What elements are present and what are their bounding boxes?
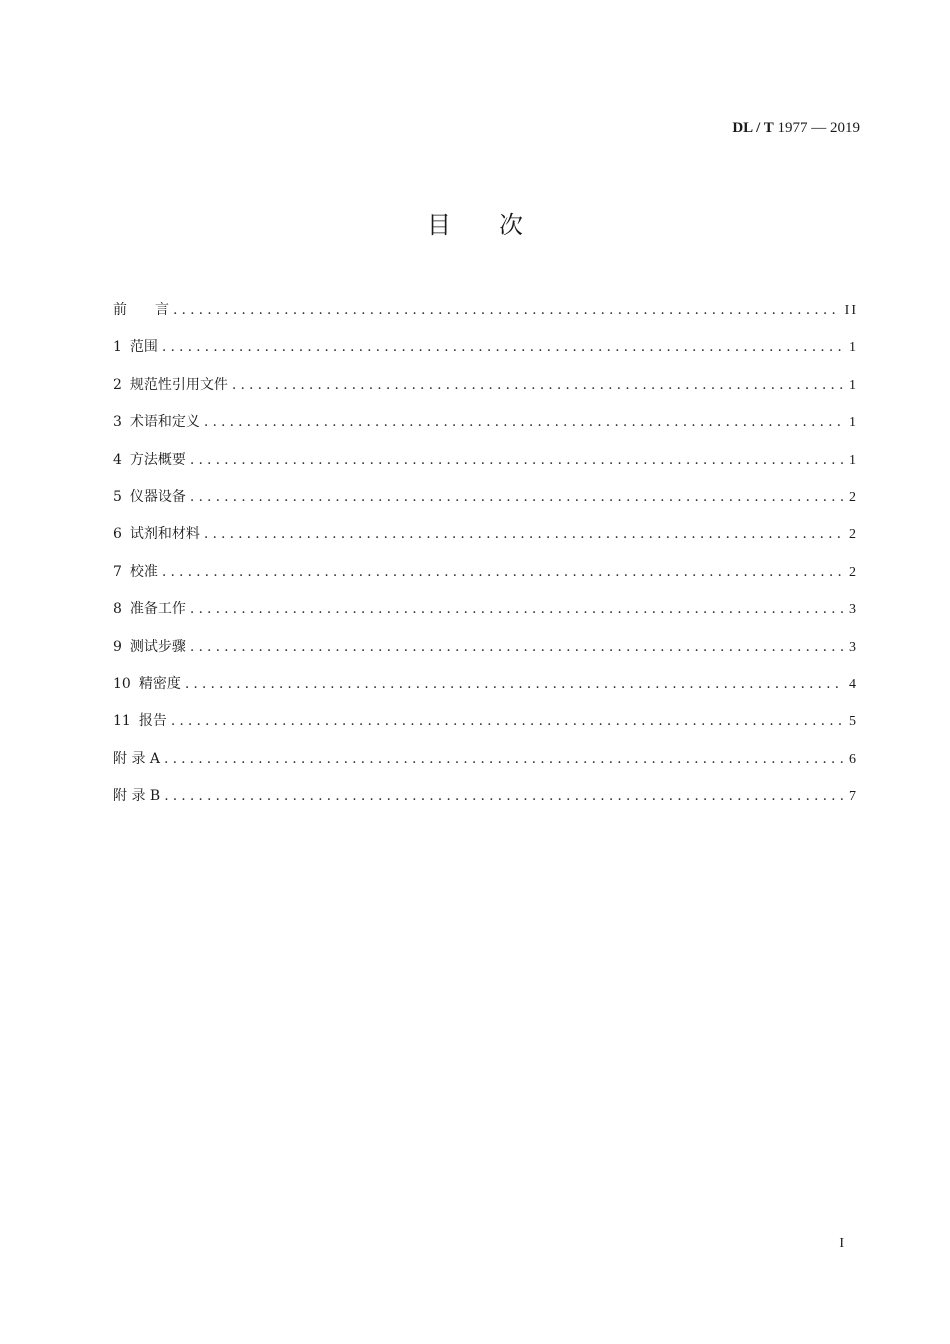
toc-entry-number: 2 <box>113 376 122 393</box>
toc-entry-label: 精密度 <box>138 675 181 692</box>
toc-entry-title <box>113 522 204 546</box>
toc-dot-leader <box>232 373 843 397</box>
toc-entry-page: 2 <box>849 489 858 505</box>
toc-entry-page: 3 <box>849 602 858 618</box>
toc-entry-label: 前 言 <box>113 302 169 318</box>
toc-entry-number: 6 <box>113 526 122 543</box>
toc-entry-label: 方法概要 <box>129 451 186 468</box>
toc-dot-leader <box>190 485 843 509</box>
toc-dot-leader <box>164 784 843 808</box>
toc-dot-leader <box>171 709 843 733</box>
toc-entry-page: 7 <box>849 789 858 805</box>
toc-dot-leader <box>162 560 843 584</box>
toc-entry-page: 6 <box>849 751 858 767</box>
toc-dot-leader <box>204 522 843 546</box>
toc-entry-title <box>113 709 171 733</box>
toc-entry-number: 1 <box>113 339 122 356</box>
toc-entry-label: 准备工作 <box>129 601 186 618</box>
toc-entry-number: 7 <box>113 563 122 580</box>
toc-entry-label: 术语和定义 <box>129 414 200 431</box>
toc-entry-page: 4 <box>849 676 858 692</box>
toc-entry-title <box>113 672 185 696</box>
toc-entry-title <box>113 373 232 397</box>
toc-title: 目次 <box>427 211 571 239</box>
toc-entry-page: 2 <box>849 564 858 580</box>
toc-entry-6[interactable] <box>113 522 858 559</box>
toc-dot-leader <box>164 747 843 771</box>
toc-entry-page: 3 <box>849 639 858 655</box>
toc-dot-leader <box>204 410 843 434</box>
toc-entry-number: 11 <box>113 713 131 730</box>
toc-entry-appendix-b[interactable] <box>113 784 858 821</box>
toc-entry-appendix-a[interactable] <box>113 747 858 784</box>
standard-code-number: 1977 — 2019 <box>777 120 860 136</box>
toc-entry-label: 附 录 B <box>113 788 161 805</box>
toc-entry-label: 范围 <box>129 339 158 356</box>
toc-entry-10[interactable] <box>113 672 858 709</box>
toc-entry-number: 9 <box>113 638 122 655</box>
toc-dot-leader <box>185 672 843 696</box>
toc-entry-title <box>113 560 162 584</box>
toc-entry-label: 规范性引用文件 <box>129 376 228 393</box>
toc-entry-5[interactable] <box>113 485 858 522</box>
toc-entry-3[interactable] <box>113 410 858 447</box>
table-of-contents <box>113 298 858 821</box>
toc-entry-label: 校准 <box>129 563 158 580</box>
toc-entry-number: 3 <box>113 414 122 431</box>
toc-entry-7[interactable] <box>113 560 858 597</box>
toc-entry-page: 1 <box>849 340 858 356</box>
toc-entry-8[interactable] <box>113 597 858 634</box>
toc-dot-leader <box>162 335 843 359</box>
toc-entry-number: 10 <box>113 675 131 692</box>
toc-dot-leader <box>190 597 843 621</box>
toc-entry-page: 1 <box>849 415 858 431</box>
toc-entry-title <box>113 635 190 659</box>
toc-entry-page: 1 <box>849 452 858 468</box>
toc-entry-title <box>113 485 190 509</box>
toc-entry-page: 2 <box>849 527 858 543</box>
page-number: I <box>839 1236 844 1251</box>
toc-entry-4[interactable] <box>113 448 858 485</box>
standard-code <box>732 120 860 137</box>
toc-dot-leader <box>190 635 843 659</box>
toc-entry-label: 仪器设备 <box>129 488 186 505</box>
toc-entry-1[interactable] <box>113 335 858 372</box>
toc-entry-2[interactable] <box>113 373 858 410</box>
toc-entry-title <box>113 335 162 359</box>
toc-entry-number: 8 <box>113 601 122 618</box>
toc-entry-title <box>113 597 190 621</box>
toc-dot-leader <box>173 298 839 322</box>
toc-entry-foreword[interactable] <box>113 298 858 335</box>
toc-entry-title <box>113 410 204 434</box>
toc-entry-label: 附 录 A <box>113 750 161 767</box>
toc-entry-label: 报告 <box>138 713 167 730</box>
toc-entry-number: 5 <box>113 488 122 505</box>
standard-code-prefix: DL / T <box>732 120 774 136</box>
toc-entry-label: 测试步骤 <box>129 638 186 655</box>
toc-entry-page: II <box>844 303 858 318</box>
toc-entry-11[interactable] <box>113 709 858 746</box>
toc-entry-page: 5 <box>849 714 858 730</box>
toc-entry-title <box>113 448 190 472</box>
toc-dot-leader <box>190 448 843 472</box>
toc-entry-label: 试剂和材料 <box>129 526 200 543</box>
toc-entry-number: 4 <box>113 451 122 468</box>
toc-entry-page: 1 <box>849 377 858 393</box>
toc-entry-9[interactable] <box>113 635 858 672</box>
